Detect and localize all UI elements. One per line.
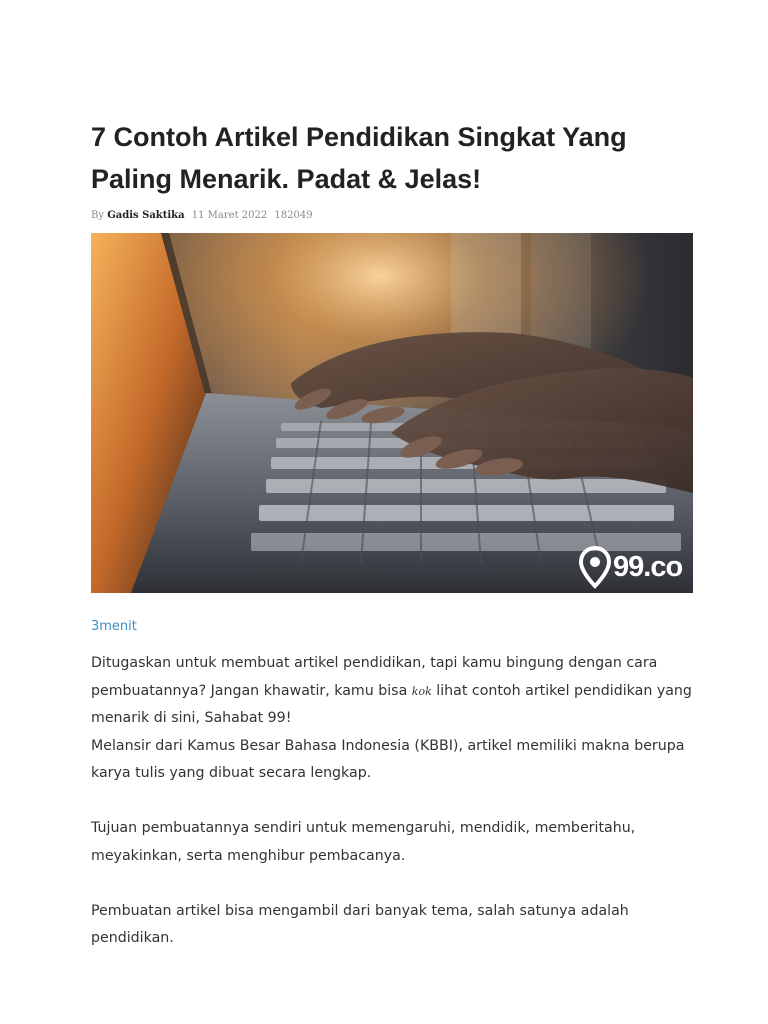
article-body (91, 650, 693, 953)
article-meta (91, 210, 693, 221)
view-count: 182049 (274, 210, 313, 221)
publish-date: 11 Maret 2022 (191, 210, 268, 221)
watermark-text: 99.co (613, 551, 683, 583)
read-time: 3menit (91, 619, 137, 634)
paragraph-1-text-end: lihat contoh artikel pendidikan yang menarik di sini, Sahabat 99! (91, 682, 692, 726)
paragraph-1 (91, 650, 693, 733)
paragraph-3: Tujuan pembuatannya sendiri untuk memengaruhi, mendidik, memberitahu, meyakinkan, serta menghibur pembacanya. (91, 820, 636, 864)
paragraph-4: Pembuatan artikel bisa mengambil dari banyak tema, salah satunya adalah pendidikan. (91, 902, 629, 946)
paragraph-1-text: Ditugaskan untuk membuat artikel pendidikan, tapi kamu bingung dengan cara pembuatannya? Jangan khawatir, kamu bisa (91, 655, 658, 699)
article-title: 7 Contoh Artikel Pendidikan Singkat Yang Paling Menarik. Padat & Jelas! (91, 122, 627, 194)
hero-image (91, 233, 693, 593)
laptop-typing-photo (91, 233, 693, 593)
paragraph-1-italic: kok (411, 684, 432, 698)
article (91, 116, 693, 953)
paragraph-2: Melansir dari Kamus Besar Bahasa Indonesia (KBBI), artikel memiliki makna berupa karya tulis yang dibuat secara lengkap. (91, 737, 685, 781)
byline-prefix: By (91, 210, 104, 221)
author-name[interactable]: Gadis Saktika (107, 210, 185, 221)
